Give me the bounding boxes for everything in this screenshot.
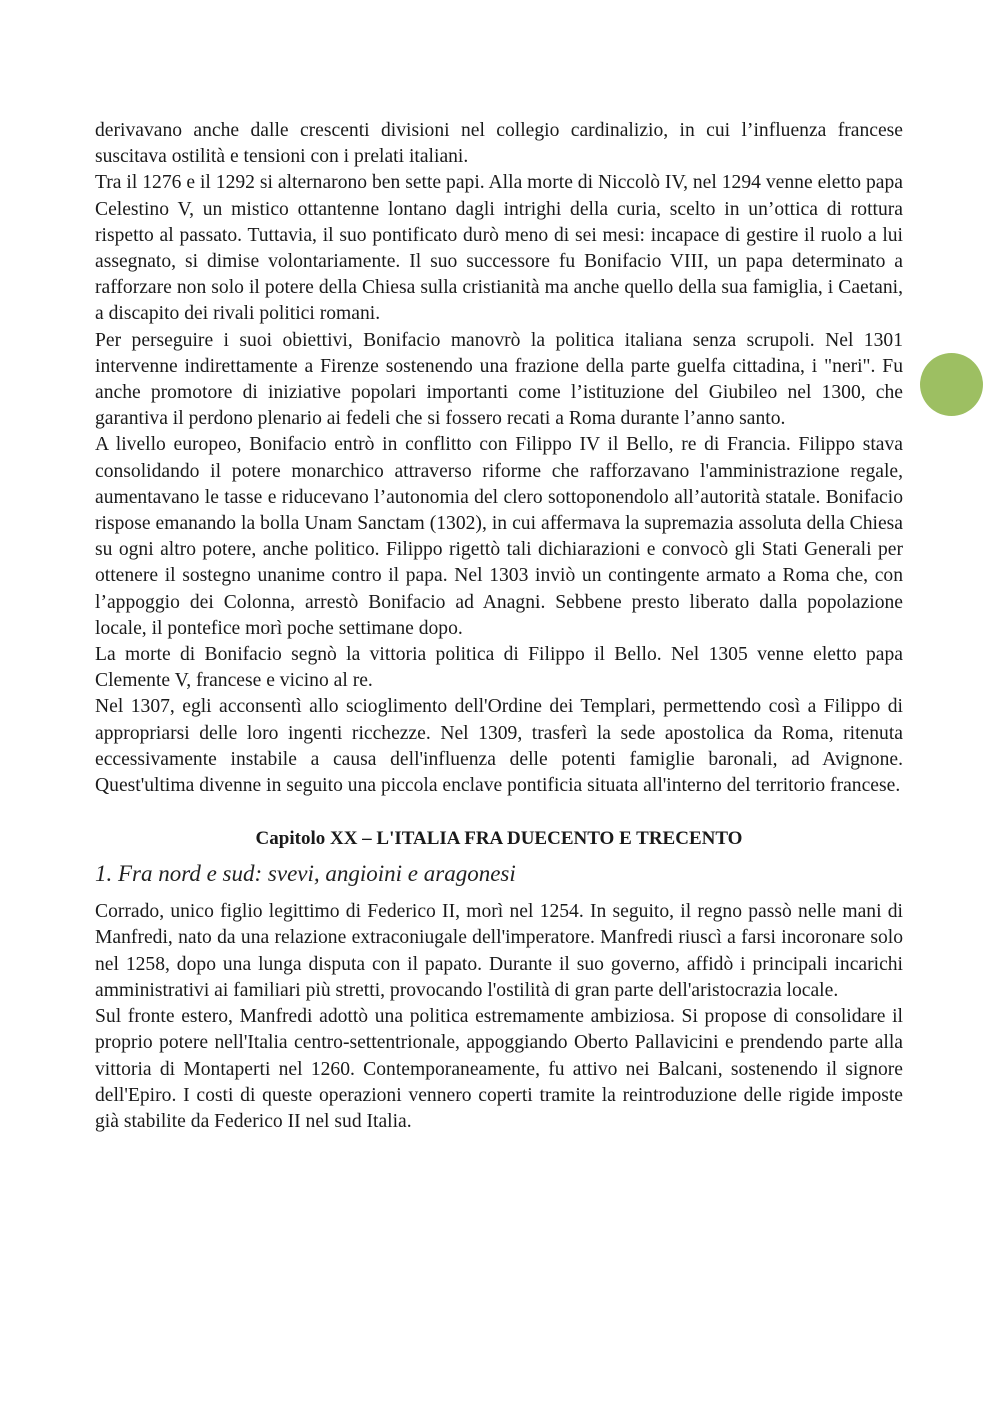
document-page <box>95 118 903 1135</box>
paragraph-templari-avignone: Nel 1307, egli acconsentì allo scioglimento dell'Ordine dei Templari, permettendo così a Filippo di appropriarsi delle loro ingenti ricchezze. Nel 1309, trasferì la sede apostolica da Roma, ritenuta eccessivamente instabile a causa dell'influenza delle potenti famiglie baronali, ad Avignone. Quest'ultima divenne in seguito una piccola enclave pontificia situata all'interno del territorio francese. <box>95 696 903 797</box>
paragraph-clemente-v: La morte di Bonifacio segnò la vittoria politica di Filippo il Bello. Nel 1305 venne eletto papa Clemente V, francese e vicino al re. <box>95 644 903 692</box>
paragraph-cardinal-divisions: derivavano anche dalle crescenti divisioni nel collegio cardinalizio, in cui l’influenza francese suscitava ostilità e tensioni con i prelati italiani. <box>95 120 903 168</box>
paragraph-filippo-conflict: A livello europeo, Bonifacio entrò in conflitto con Filippo IV il Bello, re di Francia. Filippo stava consolidando il potere monarchico attraverso riforme che rafforzavano l'amministrazione regale, aumentavano le tasse e riducevano l’autonomia del clero sottoponendolo all’autorità statale. Bonifacio rispose emanando la bolla Unam Sanctam (1302), in cui affermava la supremazia assoluta della Chiesa su ogni altro potere, anche politico. Filippo rigettò tali dichiarazioni e convocò gli Stati Generali per ottenere il sostegno unanime contro il papa. Nel 1303 inviò un contingente armato a Roma che, con l’appoggio dei Colonna, arrestò Bonifacio ad Anagni. Sebbene presto liberato dalla popolazione locale, il pontefice morì poche settimane dopo. <box>95 434 903 639</box>
paragraph-celestino-bonifacio: Tra il 1276 e il 1292 si alternarono ben sette papi. Alla morte di Niccolò IV, nel 1294 venne eletto papa Celestino V, un mistico ottantenne lontano dagli intrighi della curia, scelto in un’ottica di rottura rispetto al passato. Tuttavia, il suo pontificato durò meno di sei mesi: incapace di gestire il ruolo a lui assegnato, si dimise volontariamente. Il suo successore fu Bonifacio VIII, un papa determinato a rafforzare non solo il potere della Chiesa sulla cristianità ma anche quello della sua famiglia, i Caetani, a discapito dei rivali politici romani. <box>95 172 903 325</box>
green-circle-marker <box>920 353 983 416</box>
paragraph-corrado-manfredi: Corrado, unico figlio legittimo di Federico II, morì nel 1254. In seguito, il regno passò nelle mani di Manfredi, nato da una relazione extraconiugale dell'imperatore. Manfredi riuscì a farsi incoronare solo nel 1258, dopo una lunga disputa con il papato. Durante il suo governo, affidò i principali incarichi amministrativi ai familiari più stretti, provocando l'ostilità di gran parte dell'aristocrazia locale. <box>95 901 903 1001</box>
section-title: 1. Fra nord e sud: svevi, angioini e aragonesi <box>95 861 516 887</box>
paragraph-bonifacio-policy: Per perseguire i suoi obiettivi, Bonifacio manovrò la politica italiana senza scrupoli. Nel 1301 intervenne indirettamente a Firenze sostenendo una frazione della parte guelfa cittadina, i "neri". Fu anche promotore di iniziative popolari importanti come l’istituzione del Giubileo nel 1300, che garantiva il perdono plenario ai fedeli che si fossero recati a Roma durante l’anno santo. <box>95 329 903 430</box>
chapter-title: Capitolo XX – L'ITALIA FRA DUECENTO E TRECENTO <box>255 828 743 850</box>
paragraph-manfredi-foreign-policy: Sul fronte estero, Manfredi adottò una politica estremamente ambiziosa. Si propose di consolidare il proprio potere nell'Italia centro-settentrionale, appoggiando Oberto Pallavicini e prendendo parte alla vittoria di Montaperti nel 1260. Contemporaneamente, fu attivo nei Balcani, sostenendo il signore dell'Epiro. I costi di queste operazioni vennero coperti tramite la reintroduzione delle rigide imposte già stabilite da Federico II nel sud Italia. <box>95 1006 903 1132</box>
